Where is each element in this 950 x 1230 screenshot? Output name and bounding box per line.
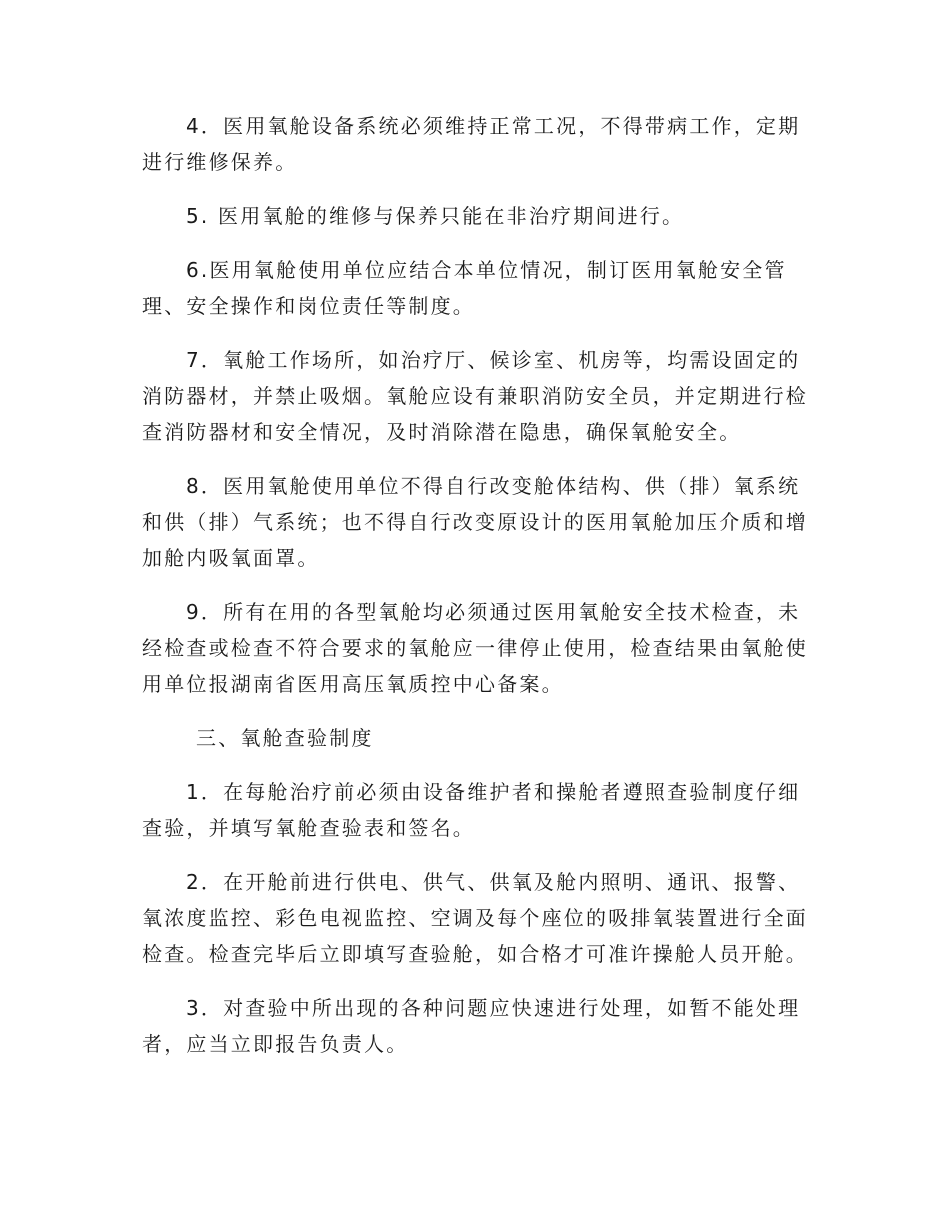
paragraph-inspection-1: 1．在每舱治疗前必须由设备维护者和操舱者遵照查验制度仔细查验，并填写氧舱查验表和签名。	[142, 780, 801, 840]
paragraph-item-9: 9．所有在用的各型氧舱均必须通过医用氧舱安全技术检查，未经检查或检查不符合要求的氧舱应一律停止使用，检查结果由氧舱使用单位报湖南省医用高压氧质控中心备案。	[142, 600, 808, 696]
paragraph-item-4: 4．医用氧舱设备系统必须维持正常工况，不得带病工作，定期进行维修保养。	[142, 114, 801, 174]
paragraph-inspection-2: 2．在开舱前进行供电、供气、供氧及舱内照明、通讯、报警、氧浓度监控、彩色电视监控、空调及每个座位的吸排氧装置进行全面检查。检查完毕后立即填写查验舱，如合格才可准许操舱人员开舱。	[142, 870, 808, 966]
paragraph-item-7: 7．氧舱工作场所，如治疗厅、候诊室、机房等，均需设固定的消防器材，并禁止吸烟。氧舱应设有兼职消防安全员，并定期进行检查消防器材和安全情况，及时消除潜在隐患，确保氧舱安全。	[142, 348, 808, 444]
paragraph-item-8: 8．医用氧舱使用单位不得自行改变舱体结构、供（排）氧系统和供（排）气系统；也不得自行改变原设计的医用氧舱加压介质和增加舱内吸氧面罩。	[142, 474, 808, 570]
section-heading: 三、氧舱查验制度	[196, 726, 374, 750]
paragraph-item-5: 5. 医用氧舱的维修与保养只能在非治疗期间进行。	[186, 204, 685, 228]
document-body	[142, 108, 822, 1080]
paragraph-inspection-3: 3．对查验中所出现的各种问题应快速进行处理，如暂不能处理者，应当立即报告负责人。	[142, 996, 801, 1056]
paragraph-item-6: 6.医用氧舱使用单位应结合本单位情况，制订医用氧舱安全管理、安全操作和岗位责任等制度。	[142, 258, 787, 318]
